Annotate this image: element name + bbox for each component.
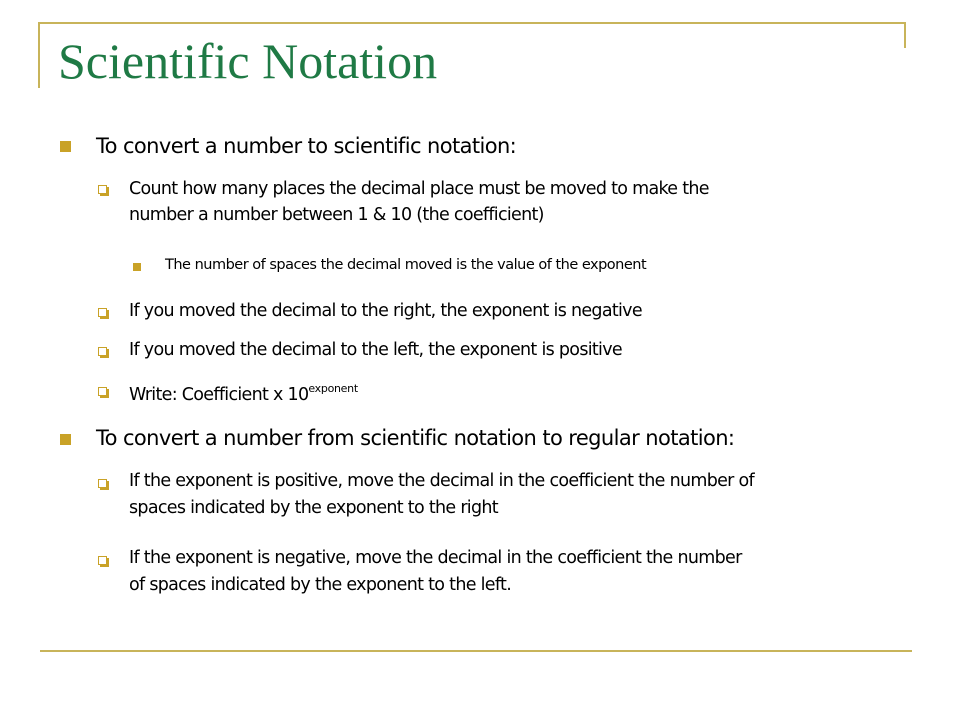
hollow-square-bullet-icon bbox=[98, 308, 107, 317]
small-square-bullet-icon bbox=[133, 263, 141, 271]
write-formula: Write: Coefficient x 10 bbox=[129, 385, 309, 405]
list-item-line: of spaces indicated by the exponent to the left. bbox=[129, 575, 512, 595]
section-heading: To convert a number from scientific notation to regular notation: bbox=[96, 426, 735, 450]
list-item-line: If you moved the decimal to the left, the exponent is positive bbox=[129, 340, 622, 360]
frame-rule-bottom bbox=[40, 650, 912, 652]
section-heading: To convert a number to scientific notation: bbox=[96, 134, 517, 158]
sub-list-item: The number of spaces the decimal moved is the value of the exponent bbox=[165, 257, 647, 273]
exponent-superscript: exponent bbox=[308, 382, 358, 395]
hollow-square-bullet-icon bbox=[98, 347, 107, 356]
list-item-write bbox=[129, 377, 358, 407]
list-item-line: If the exponent is positive, move the decimal in the coefficient the number of bbox=[129, 471, 755, 491]
frame-rule-left bbox=[38, 22, 40, 88]
hollow-square-bullet-icon bbox=[98, 185, 107, 194]
square-bullet-icon bbox=[60, 434, 71, 445]
hollow-square-bullet-icon bbox=[98, 387, 107, 396]
frame-rule-top bbox=[38, 22, 906, 24]
list-item-line: If you moved the decimal to the right, the exponent is negative bbox=[129, 301, 642, 321]
slide-title: Scientific Notation bbox=[58, 33, 438, 89]
list-item-line: number a number between 1 & 10 (the coefficient) bbox=[129, 205, 544, 225]
list-item-line: spaces indicated by the exponent to the right bbox=[129, 498, 498, 518]
frame-rule-right bbox=[904, 22, 906, 48]
list-item-line: Count how many places the decimal place must be moved to make the bbox=[129, 179, 709, 199]
hollow-square-bullet-icon bbox=[98, 556, 107, 565]
list-item-line: If the exponent is negative, move the decimal in the coefficient the number bbox=[129, 548, 742, 568]
hollow-square-bullet-icon bbox=[98, 479, 107, 488]
square-bullet-icon bbox=[60, 141, 71, 152]
